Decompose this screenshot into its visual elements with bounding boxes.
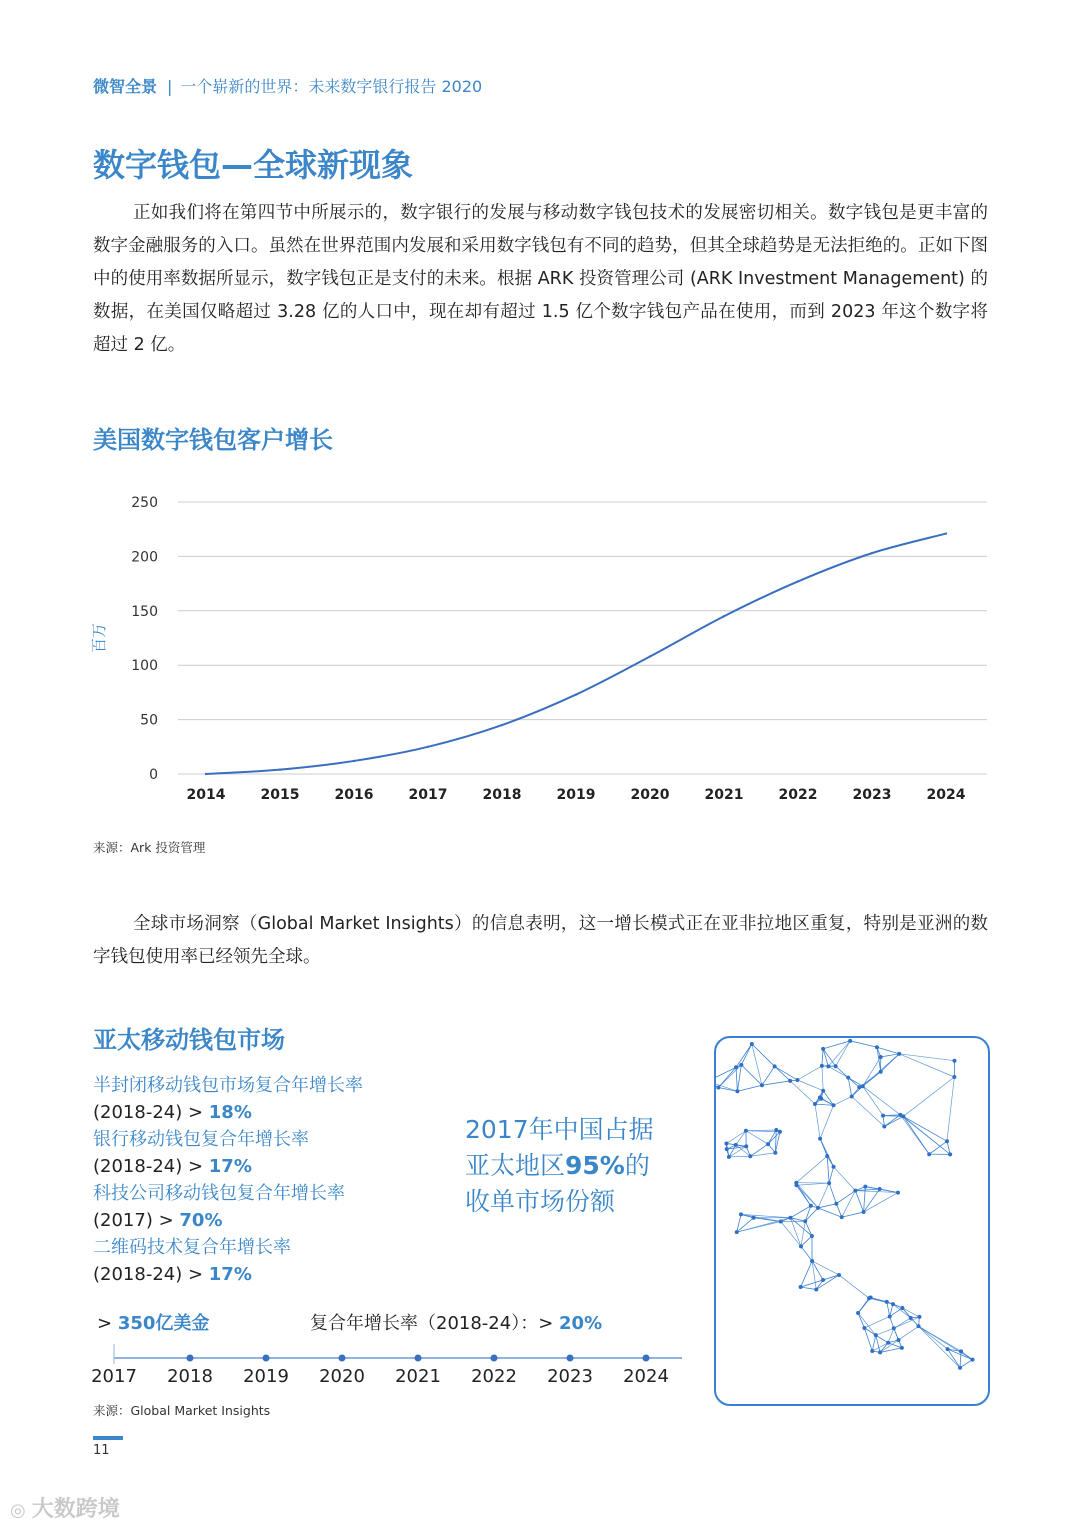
series-line xyxy=(206,534,946,774)
network-link xyxy=(827,1156,829,1183)
network-link xyxy=(736,1067,737,1091)
growth-line-chart xyxy=(80,480,1000,820)
network-link xyxy=(823,1049,828,1067)
network-node xyxy=(862,1210,866,1214)
network-link xyxy=(864,1193,898,1212)
highlight-line-3: 收单市场份额 xyxy=(465,1187,616,1216)
network-link xyxy=(850,1041,877,1047)
network-node xyxy=(888,1314,892,1318)
network-link xyxy=(801,1261,812,1287)
stat-label: 半封闭移动钱包市场复合年增长率 xyxy=(93,1075,363,1096)
network-link xyxy=(903,1077,954,1116)
network-link xyxy=(899,1326,919,1340)
highlight-suffix: 的 xyxy=(624,1151,650,1180)
network-node xyxy=(773,1151,777,1155)
data-point xyxy=(871,552,873,554)
network-node xyxy=(774,1128,778,1132)
network-node xyxy=(897,1052,901,1056)
network-node xyxy=(750,1042,754,1046)
network-node xyxy=(779,1220,783,1224)
network-node xyxy=(879,1055,883,1059)
network-link xyxy=(820,1139,827,1156)
x-tick-label: 2017 xyxy=(408,787,448,803)
network-link xyxy=(864,1328,875,1335)
network-node xyxy=(826,1064,830,1068)
intro-paragraph: 正如我们将在第四节中所展示的，数字银行的发展与移动数字钱包技术的发展密切相关。数字钱包是更丰富的数字金融服务的入口。虽然在世界范围内发展和采用数字钱包有不同的趋势，但其全球趋势是无法拒绝的。正如下图中的使用率数据所显示，数字钱包正是支付的未来。根据 ARK 投资管理公司 (ARK Investment Management) 的数据，在美国仅略超过 3.28 亿的人口中，现在却有超过 1.5 亿个数字钱包产品在使用，而到 2023 年这个数字将超过 2 亿。 xyxy=(93,203,988,355)
network-node xyxy=(778,1130,782,1134)
network-node xyxy=(862,1326,866,1330)
network-link xyxy=(801,1246,812,1261)
network-link xyxy=(815,1104,834,1105)
network-node xyxy=(946,1347,950,1351)
network-link xyxy=(818,1183,829,1208)
network-node xyxy=(885,1300,889,1304)
network-link xyxy=(746,1130,776,1131)
network-node xyxy=(948,1152,952,1156)
network-link xyxy=(877,1047,899,1054)
network-node xyxy=(735,1230,739,1234)
network-link xyxy=(729,1156,750,1157)
stat-label: 银行移动钱包复合年增长率 xyxy=(93,1129,309,1150)
network-link xyxy=(864,1328,872,1351)
data-point xyxy=(797,580,799,582)
network-node xyxy=(900,1346,904,1350)
network-node xyxy=(827,1181,831,1185)
cagr-label: 复合年增长率（2018-24）：> xyxy=(310,1313,560,1334)
network-node xyxy=(739,1063,743,1067)
network-node xyxy=(810,1234,814,1238)
network-link xyxy=(902,1308,919,1317)
watermark xyxy=(10,1492,120,1523)
timeline-year: 2017 xyxy=(91,1366,137,1387)
chart-source: 来源：Ark 投资管理 xyxy=(93,840,206,855)
market-source: 来源：Global Market Insights xyxy=(93,1403,271,1418)
network-node xyxy=(846,1076,850,1080)
network-node xyxy=(952,1059,956,1063)
network-node xyxy=(821,1047,825,1051)
network-node xyxy=(870,1349,874,1353)
stat-value: 17% xyxy=(208,1156,252,1177)
network-link xyxy=(828,1041,850,1066)
network-node xyxy=(814,1288,818,1292)
network-link xyxy=(863,1057,881,1086)
x-tick-label: 2015 xyxy=(260,787,300,803)
network-link xyxy=(822,1066,823,1091)
network-node xyxy=(788,1216,792,1220)
network-link xyxy=(836,1191,855,1204)
network-link xyxy=(736,1044,752,1067)
network-node xyxy=(879,1070,883,1074)
network-link xyxy=(797,1066,821,1080)
network-node xyxy=(897,1338,901,1342)
network-link xyxy=(848,1078,863,1087)
network-link xyxy=(842,1191,856,1218)
network-node xyxy=(818,1137,822,1141)
y-tick-label: 0 xyxy=(149,767,158,783)
watermark-text: 大数跨境 xyxy=(31,1497,120,1522)
x-tick-label: 2023 xyxy=(852,787,892,803)
stat-value: 18% xyxy=(208,1102,252,1123)
network-link xyxy=(801,1275,839,1287)
network-link xyxy=(726,1131,746,1144)
network-node xyxy=(917,1324,921,1328)
network-node xyxy=(853,1189,857,1193)
network-link xyxy=(805,1208,818,1221)
network-link xyxy=(863,1086,901,1115)
network-link xyxy=(762,1066,775,1085)
timeline-year: 2021 xyxy=(395,1366,441,1387)
stat-period: (2017) > xyxy=(93,1210,180,1231)
network-link xyxy=(865,1187,879,1189)
network-node xyxy=(891,1302,895,1306)
network-node xyxy=(952,1075,956,1079)
network-link xyxy=(737,1065,741,1091)
year-timeline xyxy=(80,1340,690,1390)
data-point xyxy=(945,532,947,534)
timeline-dot xyxy=(643,1355,650,1362)
network-node xyxy=(816,1206,820,1210)
network-link xyxy=(829,1183,836,1204)
network-link xyxy=(790,1081,815,1104)
network-node xyxy=(840,1215,844,1219)
network-node xyxy=(834,1064,838,1068)
network-node xyxy=(788,1079,792,1083)
stat-label: 二维码技术复合年增长率 xyxy=(93,1237,291,1258)
network-node xyxy=(739,1212,743,1216)
network-link xyxy=(790,1206,810,1218)
x-tick-label: 2022 xyxy=(778,787,818,803)
stat-item xyxy=(93,1072,453,1126)
network-link xyxy=(718,1065,741,1088)
data-point xyxy=(723,615,725,617)
timeline-dot xyxy=(187,1355,194,1362)
timeline-year: 2019 xyxy=(243,1366,289,1387)
stat-item xyxy=(93,1180,453,1234)
data-point xyxy=(649,655,651,657)
network-link xyxy=(823,1091,833,1106)
stat-value: 17% xyxy=(208,1264,252,1285)
stat-period: (2018-24) > xyxy=(93,1102,209,1123)
network-node xyxy=(857,1085,861,1089)
network-node xyxy=(837,1273,841,1277)
network-node xyxy=(898,1113,902,1117)
network-link xyxy=(781,1222,801,1247)
network-lines xyxy=(716,1041,972,1368)
china-share-highlight xyxy=(465,1112,695,1220)
network-link xyxy=(919,1326,973,1359)
stat-period: (2018-24) > xyxy=(93,1156,209,1177)
network-link xyxy=(876,1328,894,1335)
network-node xyxy=(735,1089,739,1093)
timeline-dot xyxy=(567,1355,574,1362)
network-node xyxy=(850,1094,854,1098)
network-node xyxy=(927,1152,931,1156)
highlight-prefix: 亚太地区 xyxy=(465,1151,566,1180)
apac-section-title: 亚太移动钱包市场 xyxy=(93,1026,285,1054)
network-node xyxy=(959,1349,963,1353)
network-link xyxy=(752,1044,762,1085)
network-node xyxy=(945,1139,949,1143)
page-number-bar xyxy=(93,1436,123,1440)
network-node xyxy=(875,1045,879,1049)
network-node xyxy=(896,1191,900,1195)
network-link xyxy=(894,1318,911,1328)
network-node xyxy=(882,1124,886,1128)
network-link xyxy=(834,1167,856,1191)
network-link xyxy=(762,1081,790,1085)
network-link xyxy=(884,1115,900,1127)
network-link xyxy=(864,1187,866,1212)
network-node xyxy=(821,1089,825,1093)
stat-item xyxy=(93,1234,453,1288)
network-node xyxy=(970,1358,974,1362)
network-node xyxy=(725,1147,729,1151)
network-link xyxy=(839,1275,869,1298)
timeline-year: 2020 xyxy=(319,1366,365,1387)
stat-label: 科技公司移动钱包复合年增长率 xyxy=(93,1183,345,1204)
network-node xyxy=(900,1306,904,1310)
network-node xyxy=(861,1084,865,1088)
network-link xyxy=(796,1156,827,1183)
timeline-dot xyxy=(415,1355,422,1362)
network-node xyxy=(734,1065,738,1069)
overall-cagr xyxy=(310,1309,602,1335)
network-link xyxy=(741,1044,751,1065)
network-node xyxy=(878,1350,882,1354)
network-node xyxy=(909,1316,913,1320)
network-link xyxy=(820,1105,833,1138)
header-brand: 微智全景 xyxy=(93,77,158,96)
network-link xyxy=(872,1335,876,1351)
x-tick-label: 2020 xyxy=(630,787,670,803)
x-tick-label: 2021 xyxy=(704,787,744,803)
network-link xyxy=(775,1066,790,1080)
data-point xyxy=(575,693,577,695)
network-node xyxy=(752,1216,756,1220)
network-node xyxy=(834,1202,838,1206)
y-tick-label: 200 xyxy=(131,549,158,566)
data-point xyxy=(501,724,503,726)
x-tick-label: 2019 xyxy=(556,787,596,803)
network-link xyxy=(900,1115,947,1141)
network-node xyxy=(799,1285,803,1289)
network-link xyxy=(872,1343,888,1351)
cagr-value: 20% xyxy=(559,1313,603,1334)
y-tick-label: 150 xyxy=(131,603,158,620)
y-tick-label: 250 xyxy=(131,495,158,511)
network-link xyxy=(884,1116,903,1126)
market-size xyxy=(97,1309,209,1335)
network-link xyxy=(746,1131,768,1144)
timeline-dot xyxy=(339,1355,346,1362)
timeline-dot xyxy=(491,1355,498,1362)
x-tick-label: 2018 xyxy=(482,787,522,803)
network-link xyxy=(834,1096,852,1105)
network-link xyxy=(871,1298,893,1305)
highlight-line-2 xyxy=(465,1148,695,1184)
network-link xyxy=(797,1080,823,1091)
page-number: 11 xyxy=(93,1443,110,1458)
network-node xyxy=(799,1244,803,1248)
network-link xyxy=(818,1208,842,1217)
network-node xyxy=(881,1114,885,1118)
network-node xyxy=(716,1085,720,1089)
chart-title: 美国数字钱包客户增长 xyxy=(93,426,333,454)
network-node xyxy=(734,1143,738,1147)
stat-value: 70% xyxy=(179,1210,223,1231)
network-node xyxy=(892,1326,896,1330)
network-link xyxy=(736,1131,746,1145)
network-link xyxy=(864,1316,889,1327)
network-link xyxy=(796,1185,810,1206)
network-node xyxy=(863,1185,867,1189)
market-prefix: > xyxy=(97,1313,118,1334)
header-separator: | xyxy=(167,77,173,96)
network-link xyxy=(818,1204,836,1208)
timeline-year: 2024 xyxy=(623,1366,669,1387)
y-tick-label: 100 xyxy=(131,658,158,675)
network-link xyxy=(815,1104,820,1139)
network-node xyxy=(766,1142,770,1146)
network-link xyxy=(929,1141,947,1154)
stat-item xyxy=(93,1126,453,1180)
network-node xyxy=(810,1259,814,1263)
timeline-year: 2018 xyxy=(167,1366,213,1387)
network-link xyxy=(947,1077,954,1141)
network-map-graphic xyxy=(716,1038,988,1404)
network-link xyxy=(887,1302,890,1317)
network-node xyxy=(832,1165,836,1169)
gmi-paragraph: 全球市场洞察（Global Market Insights）的信息表明，这一增长模式正在亚非拉地区重复，特别是亚洲的数字钱包使用率已经领先全球。 xyxy=(93,914,988,967)
cagr-stats-list xyxy=(93,1072,453,1288)
network-link xyxy=(822,1049,823,1066)
data-point xyxy=(205,773,207,775)
network-link xyxy=(877,1047,881,1072)
network-node xyxy=(917,1315,921,1319)
network-link xyxy=(741,1065,762,1085)
y-tick-label: 50 xyxy=(140,712,158,729)
y-axis-label: 百万 xyxy=(90,622,108,654)
network-link xyxy=(842,1212,864,1217)
timeline-year: 2023 xyxy=(547,1366,593,1387)
network-link xyxy=(754,1218,781,1222)
network-node xyxy=(760,1083,764,1087)
network-link xyxy=(919,1326,948,1349)
x-tick-label: 2014 xyxy=(186,787,226,803)
network-node xyxy=(727,1155,731,1159)
data-point xyxy=(279,768,281,770)
data-point xyxy=(353,760,355,762)
network-link xyxy=(852,1096,885,1126)
highlight-line-1: 2017年中国占据 xyxy=(465,1115,654,1144)
x-tick-label: 2024 xyxy=(926,787,966,803)
network-node xyxy=(825,1154,829,1158)
timeline-year: 2022 xyxy=(471,1366,517,1387)
network-link xyxy=(883,1115,900,1116)
network-node xyxy=(856,1311,860,1315)
page-title: 数字钱包—全球新现象 xyxy=(93,146,414,184)
network-node xyxy=(803,1219,807,1223)
network-link xyxy=(775,1066,798,1080)
network-node xyxy=(773,1064,777,1068)
network-link xyxy=(801,1287,817,1289)
network-link xyxy=(752,1044,775,1066)
network-node xyxy=(820,1064,824,1068)
network-node xyxy=(821,1278,825,1282)
network-link xyxy=(855,1191,863,1212)
network-node xyxy=(809,1204,813,1208)
network-link xyxy=(858,1313,864,1328)
watermark-logo-icon: ◎ xyxy=(10,1500,26,1521)
network-link xyxy=(796,1183,829,1185)
network-node xyxy=(874,1333,878,1337)
network-node xyxy=(848,1039,852,1043)
running-header xyxy=(93,74,482,97)
network-node xyxy=(818,1095,822,1099)
network-link xyxy=(960,1351,961,1367)
network-node xyxy=(832,1103,836,1107)
network-link xyxy=(864,1189,880,1212)
network-link xyxy=(828,1066,848,1077)
x-tick-label: 2016 xyxy=(334,787,374,803)
timeline-dot xyxy=(263,1355,270,1362)
network-node xyxy=(795,1078,799,1082)
network-link xyxy=(805,1221,812,1236)
network-node xyxy=(744,1129,748,1133)
network-link xyxy=(960,1360,972,1368)
network-link xyxy=(829,1167,833,1183)
data-point xyxy=(427,746,429,748)
asia-pacific-network-map xyxy=(714,1036,990,1406)
header-subtitle: 一个崭新的世界：未来数字银行报告 2020 xyxy=(180,77,483,96)
network-link xyxy=(805,1206,811,1221)
network-node xyxy=(813,1102,817,1106)
network-node xyxy=(869,1296,873,1300)
market-value: 350亿美金 xyxy=(117,1313,210,1334)
network-node xyxy=(724,1141,728,1145)
stat-period: (2018-24) > xyxy=(93,1264,209,1285)
network-node xyxy=(744,1144,748,1148)
network-link xyxy=(863,1086,883,1115)
highlight-value: 95% xyxy=(565,1151,625,1180)
network-link xyxy=(737,1085,762,1091)
network-link xyxy=(796,1185,818,1208)
network-link xyxy=(823,1049,836,1066)
network-node xyxy=(878,1187,882,1191)
network-node xyxy=(958,1366,962,1370)
network-node xyxy=(886,1341,890,1345)
network-link xyxy=(816,1275,839,1290)
network-node xyxy=(794,1183,798,1187)
network-node xyxy=(748,1154,752,1158)
